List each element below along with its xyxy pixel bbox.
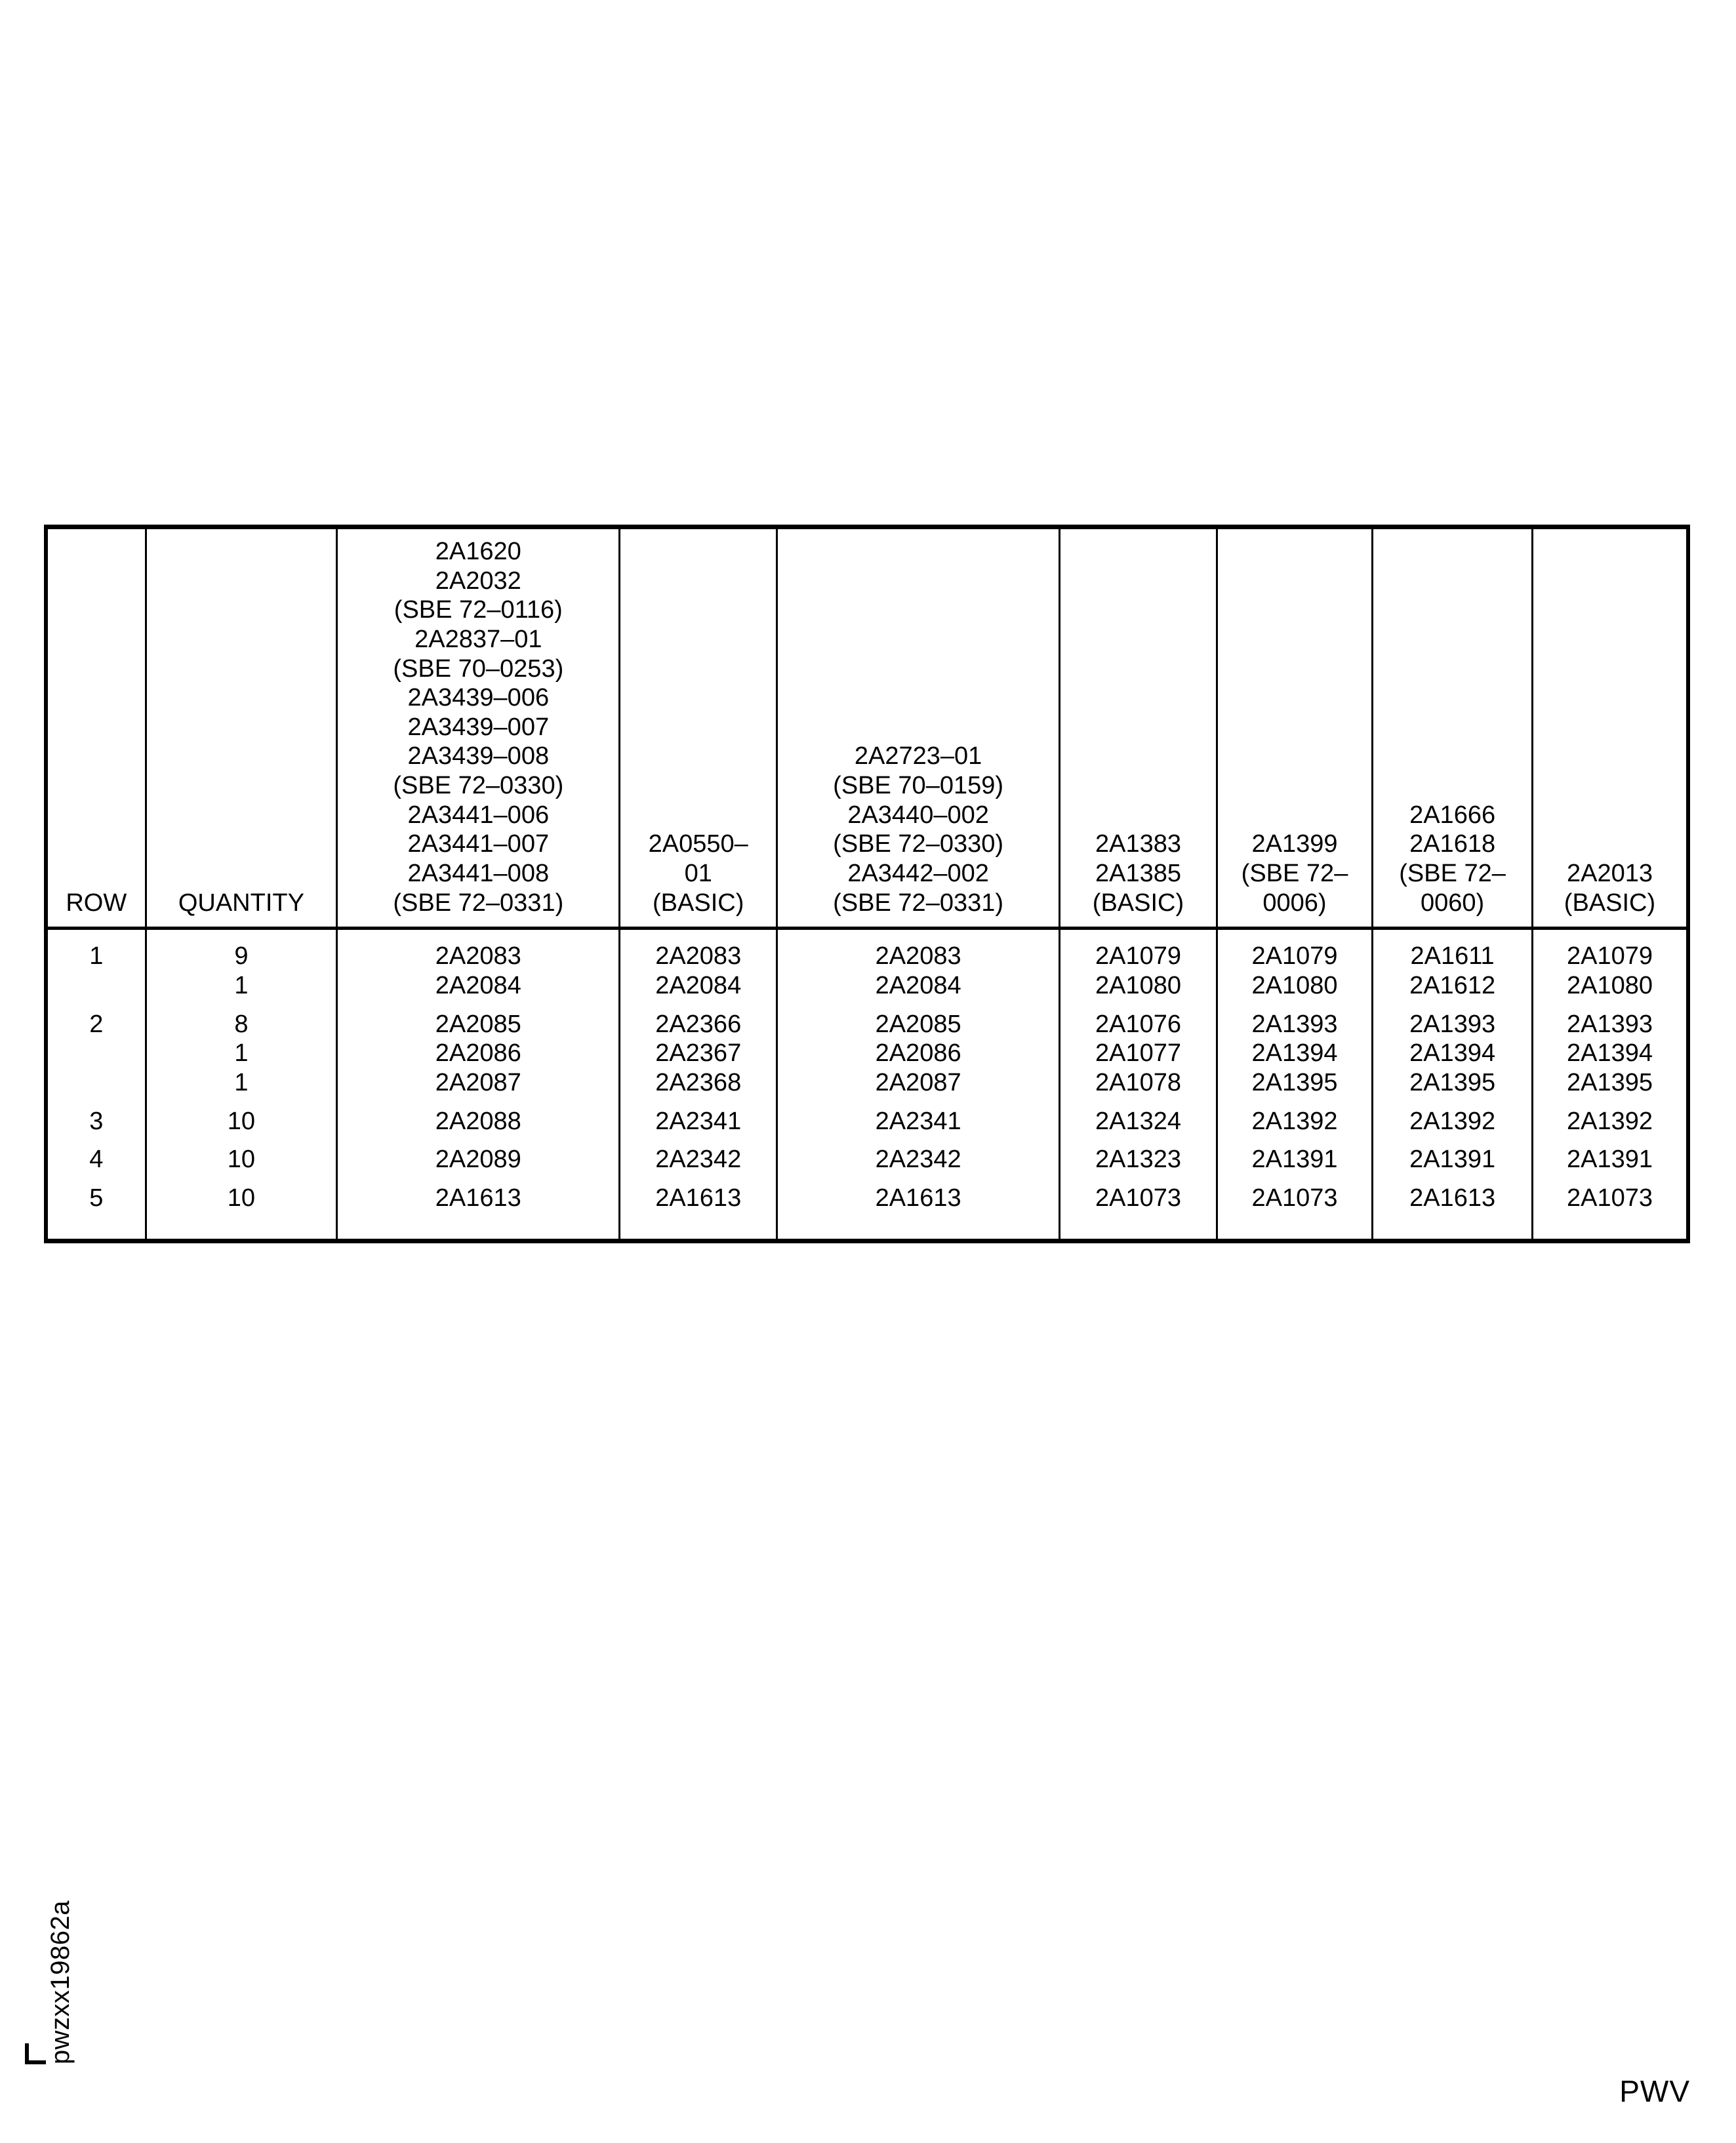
column-header-line: 0060) (1420, 889, 1485, 917)
cell-line: 2A1395 (1251, 1068, 1338, 1096)
table-cell-c8 (1373, 1136, 1533, 1174)
table-cell-c8 (1373, 1174, 1533, 1241)
cell-line: 1 (234, 1039, 249, 1068)
cell-lines (624, 942, 772, 1000)
cell-line: 2A2089 (435, 1146, 521, 1174)
table-cell-c7 (1217, 929, 1372, 1001)
footer-code: PWV (1619, 2074, 1690, 2108)
cell-line: 2A1395 (1566, 1068, 1653, 1096)
table-cell-c5 (777, 929, 1059, 1001)
cell-lines (52, 942, 141, 1000)
drawing-id-text: pwzxx19862a (46, 1900, 75, 2064)
table-cell-c7 (1217, 1174, 1372, 1241)
cell-line: 2A1079 (1251, 942, 1338, 971)
cell-line: 2A2368 (655, 1068, 742, 1096)
column-header-c9 (1532, 527, 1688, 929)
cell-lines (624, 1145, 772, 1174)
cell-line: 2A1613 (655, 1184, 742, 1212)
table-row (46, 929, 1688, 1001)
cell-line: 2A1393 (1251, 1010, 1338, 1038)
table-row (46, 1001, 1688, 1098)
column-header-line: (BASIC) (1092, 889, 1184, 917)
cell-line: 2A1392 (1409, 1107, 1496, 1135)
column-header-lines (624, 830, 772, 917)
cell-line: 2A1395 (1409, 1068, 1496, 1096)
column-header-lines (782, 742, 1055, 917)
table-cell-qty (146, 1001, 337, 1098)
cell-line: 2A1611 (1410, 942, 1495, 971)
cell-lines (782, 1107, 1055, 1136)
table-cell-c3 (337, 929, 620, 1001)
table-cell-c4 (620, 1001, 777, 1098)
cell-line: 2A1073 (1566, 1184, 1653, 1212)
cell-line (52, 1039, 141, 1068)
cell-lines (1537, 1145, 1682, 1174)
cell-lines (151, 1107, 333, 1136)
cell-lines (151, 1145, 333, 1174)
column-header-line: 2A1666 (1409, 801, 1496, 829)
table-cell-c4 (620, 1174, 777, 1241)
cell-line: 9 (234, 942, 249, 971)
cell-line: 2A1073 (1095, 1184, 1181, 1212)
table-cell-c6 (1060, 1136, 1217, 1174)
cell-lines (151, 1184, 333, 1213)
cell-lines (624, 1107, 772, 1136)
table-cell-c6 (1060, 1001, 1217, 1098)
cell-lines (782, 1145, 1055, 1174)
cell-line: 2A1393 (1566, 1010, 1653, 1038)
column-header-lines (1377, 801, 1527, 918)
cell-lines (342, 942, 615, 1000)
column-header-lines (1222, 830, 1367, 917)
column-header-lines (1064, 830, 1212, 917)
cell-lines (1222, 1145, 1367, 1174)
table-cell-c3 (337, 1174, 620, 1241)
cell-lines (52, 1107, 141, 1136)
cell-line: 2A2087 (435, 1068, 521, 1096)
column-header-line: 2A2837–01 (414, 625, 542, 653)
table-row (46, 1174, 1688, 1241)
table-cell-c5 (777, 1174, 1059, 1241)
table-cell-c3 (337, 1136, 620, 1174)
column-header-line: (SBE 72–0330) (393, 772, 564, 800)
column-header-line: 2A3441–008 (407, 860, 550, 888)
table-header-row (46, 527, 1688, 929)
cell-lines (342, 1010, 615, 1098)
column-header-line: 2A1399 (1251, 830, 1338, 858)
cell-line: 2A1079 (1095, 942, 1181, 971)
cell-lines (1064, 1107, 1212, 1136)
column-header-line: (SBE 72–0116) (394, 596, 563, 624)
cell-line: 2A1613 (1409, 1184, 1496, 1212)
column-header-line: (SBE 70–0159) (833, 772, 1004, 800)
column-header-row (46, 527, 146, 929)
column-header-line: (BASIC) (653, 889, 744, 917)
cell-lines (1064, 1184, 1212, 1213)
cell-line: 2A1079 (1566, 942, 1653, 971)
cell-line: 2 (89, 1010, 104, 1038)
cell-lines (1537, 1107, 1682, 1136)
cell-line: 5 (89, 1184, 104, 1212)
cell-line: 2A2342 (655, 1146, 742, 1174)
cell-lines (1064, 1145, 1212, 1174)
cell-lines (1537, 1010, 1682, 1098)
table-cell-c5 (777, 1136, 1059, 1174)
column-header-line: (SBE 72– (1241, 860, 1348, 888)
table-cell-qty (146, 1136, 337, 1174)
cell-line: 2A2086 (875, 1039, 961, 1068)
column-header-line: 2A3440–002 (847, 801, 989, 829)
column-header-line: (SBE 72– (1399, 860, 1506, 888)
cell-line: 2A1391 (1409, 1146, 1496, 1174)
cell-lines (342, 1107, 615, 1136)
cell-line: 2A2342 (875, 1146, 961, 1174)
cell-line: 2A1613 (435, 1184, 521, 1212)
cell-line: 8 (234, 1010, 249, 1038)
table-cell-c4 (620, 1136, 777, 1174)
table-cell-c5 (777, 1001, 1059, 1098)
cell-line: 1 (89, 942, 104, 971)
table-cell-c8 (1373, 929, 1533, 1001)
table-cell-c5 (777, 1098, 1059, 1136)
column-header-c4 (620, 527, 777, 929)
cell-lines (342, 1145, 615, 1174)
table-cell-c9 (1532, 929, 1688, 1001)
cell-line: 2A2088 (435, 1107, 521, 1135)
column-header-line: (SBE 70–0253) (393, 654, 564, 683)
cell-line (52, 971, 141, 1001)
column-header-line: 2A2723–01 (854, 742, 982, 771)
corner-bracket-icon (25, 2043, 46, 2064)
cell-lines (1064, 942, 1212, 1000)
column-header-line: (SBE 72–0331) (833, 889, 1004, 917)
cell-line: 2A2085 (875, 1010, 961, 1038)
cell-lines (1377, 942, 1527, 1000)
cell-line: 2A2367 (655, 1039, 742, 1068)
column-header-line: 2A2032 (435, 567, 521, 595)
cell-line: 2A2087 (875, 1068, 961, 1096)
table-cell-c3 (337, 1098, 620, 1136)
cell-line: 2A2083 (875, 942, 961, 971)
cell-lines (624, 1184, 772, 1213)
cell-line: 2A2341 (875, 1107, 961, 1135)
table-cell-c9 (1532, 1136, 1688, 1174)
column-header-line: 2A0550– (648, 830, 748, 858)
column-header-line: (SBE 72–0330) (833, 830, 1004, 858)
column-header-line: 2A3439–007 (407, 713, 550, 741)
cell-line: 1 (234, 1068, 249, 1096)
cell-line: 2A1613 (875, 1184, 961, 1212)
table-cell-c6 (1060, 929, 1217, 1001)
cell-lines (151, 1010, 333, 1098)
table-cell-qty (146, 1098, 337, 1136)
cell-line: 2A1080 (1095, 971, 1181, 999)
cell-line: 1 (234, 971, 249, 999)
table-cell-row (46, 929, 146, 1001)
cell-line: 2A1078 (1095, 1068, 1181, 1096)
cell-lines (1064, 1010, 1212, 1098)
cell-lines (342, 1184, 615, 1213)
cell-line: 2A1394 (1251, 1039, 1338, 1068)
table-cell-c8 (1373, 1098, 1533, 1136)
table-cell-c6 (1060, 1174, 1217, 1241)
table-row (46, 1136, 1688, 1174)
cell-lines (1222, 1107, 1367, 1136)
parts-table-container (44, 525, 1690, 1243)
column-header-label: QUANTITY (178, 889, 304, 917)
column-header-line: 2A3441–006 (407, 801, 550, 829)
cell-line: 2A2341 (655, 1107, 742, 1135)
cell-lines (1377, 1184, 1527, 1213)
table-cell-c8 (1373, 1001, 1533, 1098)
column-header-line: 2A1385 (1095, 860, 1181, 888)
table-cell-row (46, 1136, 146, 1174)
table-cell-c6 (1060, 1098, 1217, 1136)
table-cell-c9 (1532, 1098, 1688, 1136)
table-header (46, 527, 1688, 929)
table-cell-c9 (1532, 1001, 1688, 1098)
column-header-c3 (337, 527, 620, 929)
cell-line: 2A2084 (875, 971, 961, 999)
cell-lines (624, 1010, 772, 1098)
table-row (46, 1098, 1688, 1136)
cell-line (52, 1068, 141, 1098)
column-header-line: (SBE 72–0331) (393, 889, 564, 917)
cell-lines (1222, 1184, 1367, 1213)
table-cell-qty (146, 929, 337, 1001)
table-cell-c9 (1532, 1174, 1688, 1241)
cell-line: 2A2084 (655, 971, 742, 999)
column-header-line: 2A1620 (435, 538, 521, 565)
cell-line: 2A1612 (1409, 971, 1496, 999)
cell-line: 10 (227, 1184, 256, 1212)
column-header-lines (1537, 859, 1682, 917)
cell-line: 2A1394 (1409, 1039, 1496, 1068)
cell-lines (782, 1184, 1055, 1213)
cell-lines (151, 942, 333, 1000)
column-header-line: (BASIC) (1564, 889, 1656, 917)
column-header-c6 (1060, 527, 1217, 929)
cell-line: 4 (89, 1146, 104, 1174)
parts-table (44, 525, 1690, 1243)
cell-line: 10 (227, 1146, 256, 1174)
cell-line: 2A1323 (1095, 1146, 1181, 1174)
column-header-c5 (777, 527, 1059, 929)
table-cell-c7 (1217, 1001, 1372, 1098)
cell-lines (52, 1010, 141, 1098)
cell-line: 2A1392 (1566, 1107, 1653, 1135)
cell-line: 2A2083 (435, 942, 521, 971)
table-cell-qty (146, 1174, 337, 1241)
cell-line: 2A1324 (1095, 1107, 1181, 1135)
column-header-line: 01 (684, 860, 712, 888)
cell-line: 2A1077 (1095, 1039, 1181, 1068)
cell-lines (782, 1010, 1055, 1098)
cell-line: 2A2086 (435, 1039, 521, 1068)
cell-line: 3 (89, 1107, 104, 1135)
cell-lines (1222, 942, 1367, 1000)
cell-line: 2A1391 (1251, 1146, 1338, 1174)
cell-lines (1537, 942, 1682, 1000)
table-cell-row (46, 1001, 146, 1098)
column-header-lines (342, 537, 615, 917)
table-cell-c4 (620, 1098, 777, 1136)
cell-line: 2A2083 (655, 942, 742, 971)
cell-lines (1377, 1010, 1527, 1098)
table-cell-row (46, 1098, 146, 1136)
cell-lines (52, 1145, 141, 1174)
table-cell-c7 (1217, 1136, 1372, 1174)
column-header-c7 (1217, 527, 1372, 929)
column-header-line: 2A3439–006 (407, 684, 550, 712)
column-header-line: 2A3441–007 (407, 830, 550, 858)
cell-line: 2A1392 (1251, 1107, 1338, 1135)
column-header-line: 0006) (1262, 889, 1327, 917)
column-header-line: 2A1383 (1095, 830, 1181, 858)
table-body (46, 929, 1688, 1241)
table-cell-row (46, 1174, 146, 1241)
cell-line: 2A2085 (435, 1010, 521, 1038)
cell-lines (52, 1184, 141, 1213)
cell-lines (782, 942, 1055, 1000)
cell-lines (1222, 1010, 1367, 1098)
column-header-line: 2A3442–002 (847, 860, 989, 888)
cell-line: 2A2084 (435, 971, 521, 999)
cell-lines (1377, 1145, 1527, 1174)
cell-line: 2A1073 (1251, 1184, 1338, 1212)
column-header-qty (146, 527, 337, 929)
cell-line: 10 (227, 1107, 256, 1135)
column-header-line: 2A3439–008 (407, 742, 550, 771)
cell-line: 2A1391 (1566, 1146, 1653, 1174)
table-cell-c7 (1217, 1098, 1372, 1136)
cell-line: 2A1076 (1095, 1010, 1181, 1038)
cell-line: 2A1080 (1566, 971, 1653, 999)
cell-line: 2A1394 (1566, 1039, 1653, 1068)
table-cell-c3 (337, 1001, 620, 1098)
column-header-label: ROW (66, 889, 127, 917)
column-header-c8 (1373, 527, 1533, 929)
drawing-id-label (25, 1900, 75, 2064)
cell-line: 2A1393 (1409, 1010, 1496, 1038)
cell-line: 2A2366 (655, 1010, 742, 1038)
cell-line: 2A1080 (1251, 971, 1338, 999)
table-cell-c4 (620, 929, 777, 1001)
cell-lines (1377, 1107, 1527, 1136)
cell-lines (1537, 1184, 1682, 1213)
column-header-line: 2A1618 (1409, 830, 1496, 858)
column-header-line: 2A2013 (1566, 860, 1653, 888)
